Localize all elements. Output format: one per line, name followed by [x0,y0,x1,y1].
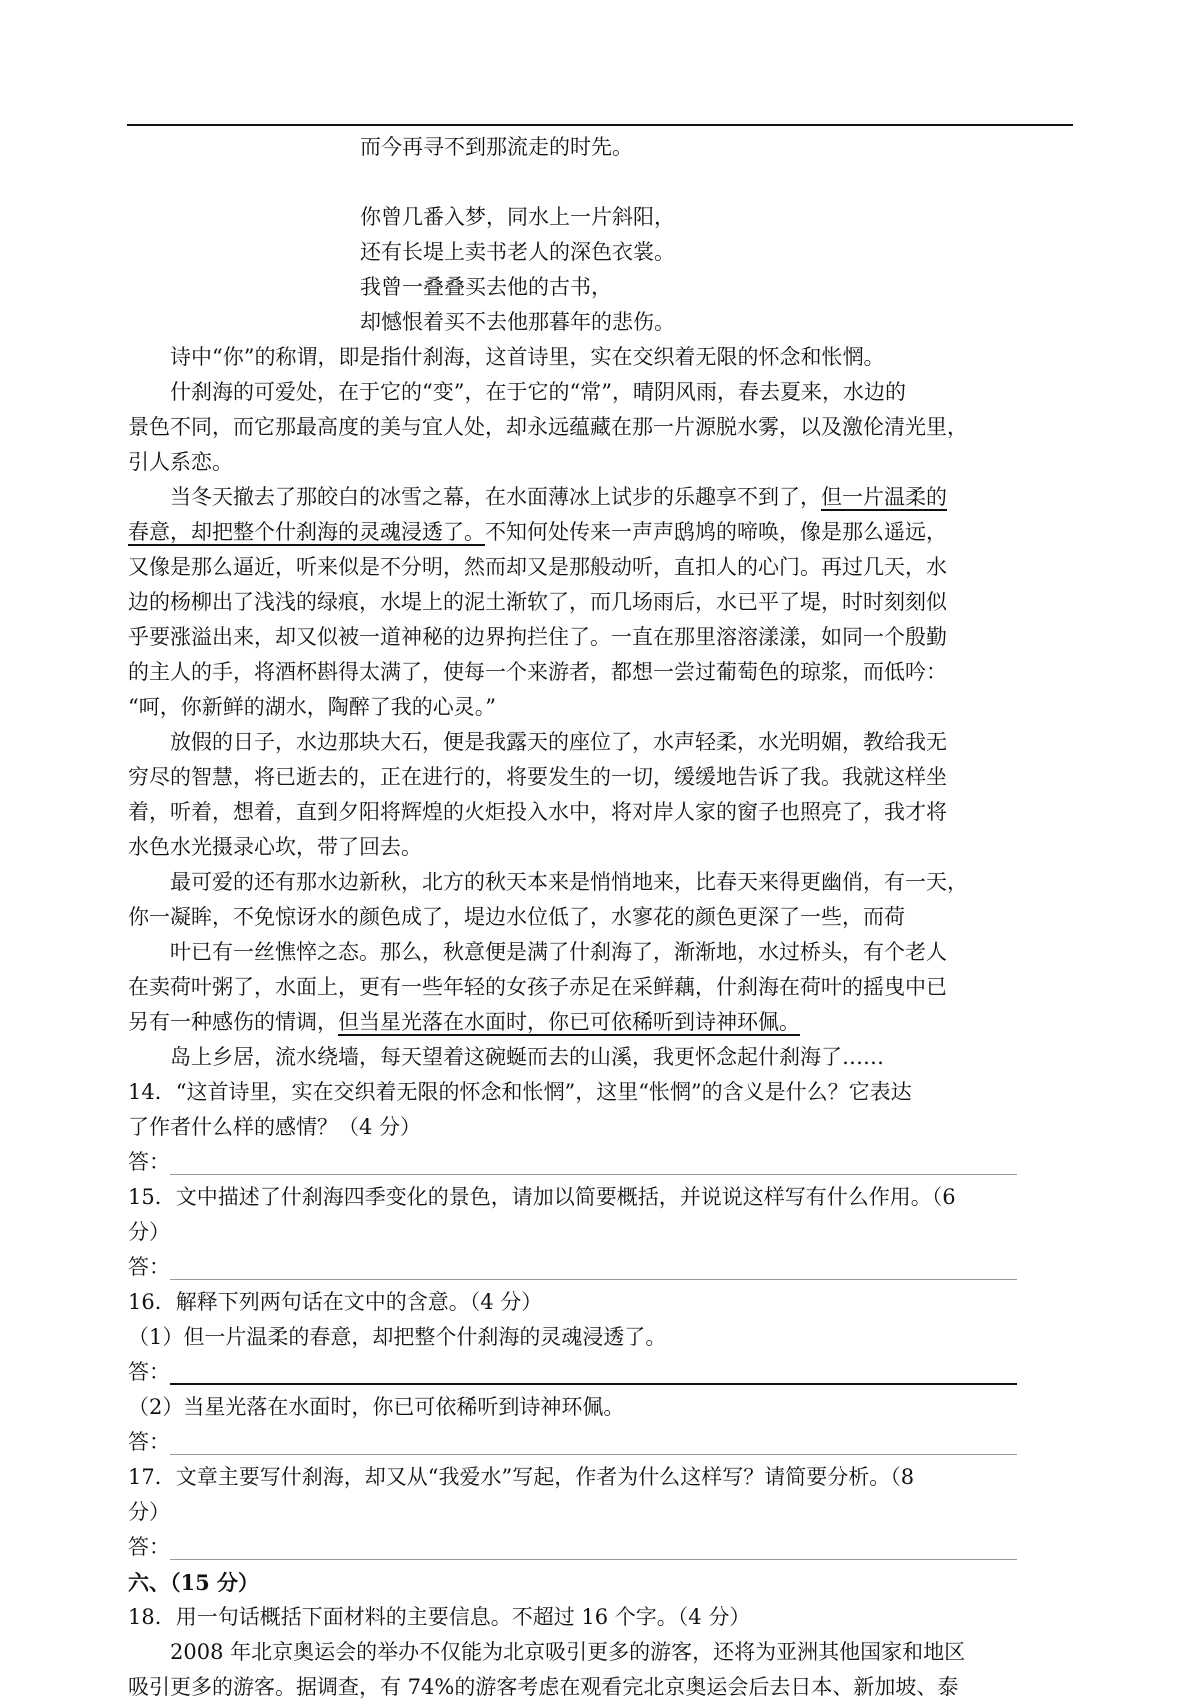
paragraph-line [128,1005,1074,1040]
paragraph-line: 最可爱的还有那水边新秋，北方的秋天本来是悄悄地来，比春天来得更幽俏，有一天， [170,870,968,894]
header-rule [127,124,1073,126]
answer-row[interactable] [128,1145,1074,1180]
text-run: 当冬天撤去了那皎白的冰雪之幕，在水面薄冰上试步的乐趣享不到了， [170,485,821,509]
question-14: 14．“这首诗里，实在交织着无限的怀念和怅惘”，这里“怅惘”的含义是什么？它表达 [128,1080,912,1104]
paragraph-line: 边的杨柳出了浅浅的绿痕，水堤上的泥土渐软了，而几场雨后，水已平了堤，时时刻刻似 [128,590,947,614]
poem-line: 你曾几番入梦，同水上一片斜阳， [360,205,675,229]
paragraph-line: 水色水光摄录心坎，带了回去。 [128,835,422,859]
paragraph-line: 在卖荷叶粥了，水面上，更有一些年轻的女孩子赤足在采鲜藕，什刹海在荷叶的摇曳中已 [128,975,947,999]
answer-line[interactable] [170,1383,1017,1385]
underlined-sentence: 春意，却把整个什刹海的灵魂浸透了。 [128,520,485,544]
question-15-cont: 分） [128,1220,170,1244]
answer-row[interactable] [128,1355,1074,1390]
answer-row[interactable] [128,1530,1074,1565]
paragraph-line [128,480,1074,515]
text-run: 不知何处传来一声声鸱鸠的啼唤，像是那么遥远， [485,520,947,544]
paragraph-line: 什刹海的可爱处，在于它的“变”，在于它的“常”，晴阴风雨，春去夏来，水边的 [170,380,906,404]
paragraph-line: 诗中“你”的称谓，即是指什刹海，这首诗里，实在交织着无限的怀念和怅惘。 [170,345,885,369]
material-line: 吸引更多的游客。据调查，有 74%的游客考虑在观看完北京奥运会后去日本、新加坡、泰 [128,1675,959,1699]
paragraph-line: “呵，你新鲜的湖水，陶醉了我的心灵。” [128,695,496,719]
document-page [128,130,1074,1705]
question-16: 16．解释下列两句话在文中的含意。（4 分） [128,1290,543,1314]
paragraph-line [128,515,1074,550]
answer-row[interactable] [128,1250,1074,1285]
question-16-part-1: （1）但一片温柔的春意，却把整个什刹海的灵魂浸透了。 [128,1325,667,1349]
answer-label: 答： [128,1255,170,1279]
answer-line[interactable] [170,1559,1017,1560]
poem-line: 我曾一叠叠买去他的古书， [360,275,612,299]
question-16-part-2: （2）当星光落在水面时，你已可依稀听到诗神环佩。 [128,1395,625,1419]
answer-line[interactable] [170,1454,1017,1455]
answer-line[interactable] [170,1174,1017,1175]
answer-label: 答： [128,1360,170,1384]
stanza-gap [128,165,1074,200]
question-17-cont: 分） [128,1500,170,1524]
question-17: 17．文章主要写什刹海，却又从“我爱水”写起，作者为什么这样写？请简要分析。（8 [128,1465,915,1489]
paragraph-line: 穷尽的智慧，将已逝去的，正在进行的，将要发生的一切，缓缓地告诉了我。我就这样坐 [128,765,947,789]
paragraph-line: 引人系恋。 [128,450,233,474]
paragraph-line: 叶已有一丝憔悴之态。那么，秋意便是满了什刹海了，渐渐地，水过桥头，有个老人 [170,940,947,964]
poem-line: 而今再寻不到那流走的时先。 [360,135,633,159]
answer-line[interactable] [170,1279,1017,1280]
answer-label: 答： [128,1535,170,1559]
question-14-cont: 了作者什么样的感情？（4 分） [128,1115,422,1139]
answer-row[interactable] [128,1425,1074,1460]
answer-label: 答： [128,1150,170,1174]
underlined-sentence: 但一片温柔的 [821,485,947,509]
poem-line: 还有长堤上卖书老人的深色衣裳。 [360,240,675,264]
paragraph-line: 你一凝眸，不免惊讶水的颜色成了，堤边水位低了，水寥花的颜色更深了一些，而荷 [128,905,905,929]
paragraph-line: 岛上乡居，流水绕墙，每天望着这碗蜒而去的山溪，我更怀念起什刹海了…… [170,1045,884,1069]
paragraph-line: 又像是那么逼近，听来似是不分明，然而却又是那般动听，直扣人的心门。再过几天，水 [128,555,947,579]
paragraph-line: 着，听着，想着，直到夕阳将辉煌的火炬投入水中，将对岸人家的窗子也照亮了，我才将 [128,800,947,824]
paragraph-line: 放假的日子，水边那块大石，便是我露天的座位了，水声轻柔，水光明媚，教给我无 [170,730,947,754]
underlined-sentence: 但当星光落在水面时，你已可依稀听到诗神环佩。 [338,1010,800,1034]
material-line: 2008 年北京奥运会的举办不仅能为北京吸引更多的游客，还将为亚洲其他国家和地区 [170,1640,966,1664]
paragraph-line: 的主人的手，将酒杯斟得太满了，使每一个来游者，都想一尝过葡萄色的琼浆，而低吟： [128,660,947,684]
paragraph-line: 乎要涨溢出来，却又似被一道神秘的边界拘拦住了。一直在那里溶溶漾漾，如同一个殷勤 [128,625,947,649]
section-heading: 六、（15 分） [128,1570,260,1595]
question-15: 15．文中描述了什刹海四季变化的景色，请加以简要概括，并说说这样写有什么作用。（6 [128,1185,956,1209]
paragraph-line: 景色不同，而它那最高度的美与宜人处，却永远蕴藏在那一片源脱水雾，以及激伦清光里， [128,415,968,439]
poem-line: 却憾恨着买不去他那暮年的悲伤。 [360,310,675,334]
text-run: 另有一种感伤的情调， [128,1010,338,1034]
question-18: 18．用一句话概括下面材料的主要信息。不超过 16 个字。（4 分） [128,1605,751,1629]
answer-label: 答： [128,1430,170,1454]
